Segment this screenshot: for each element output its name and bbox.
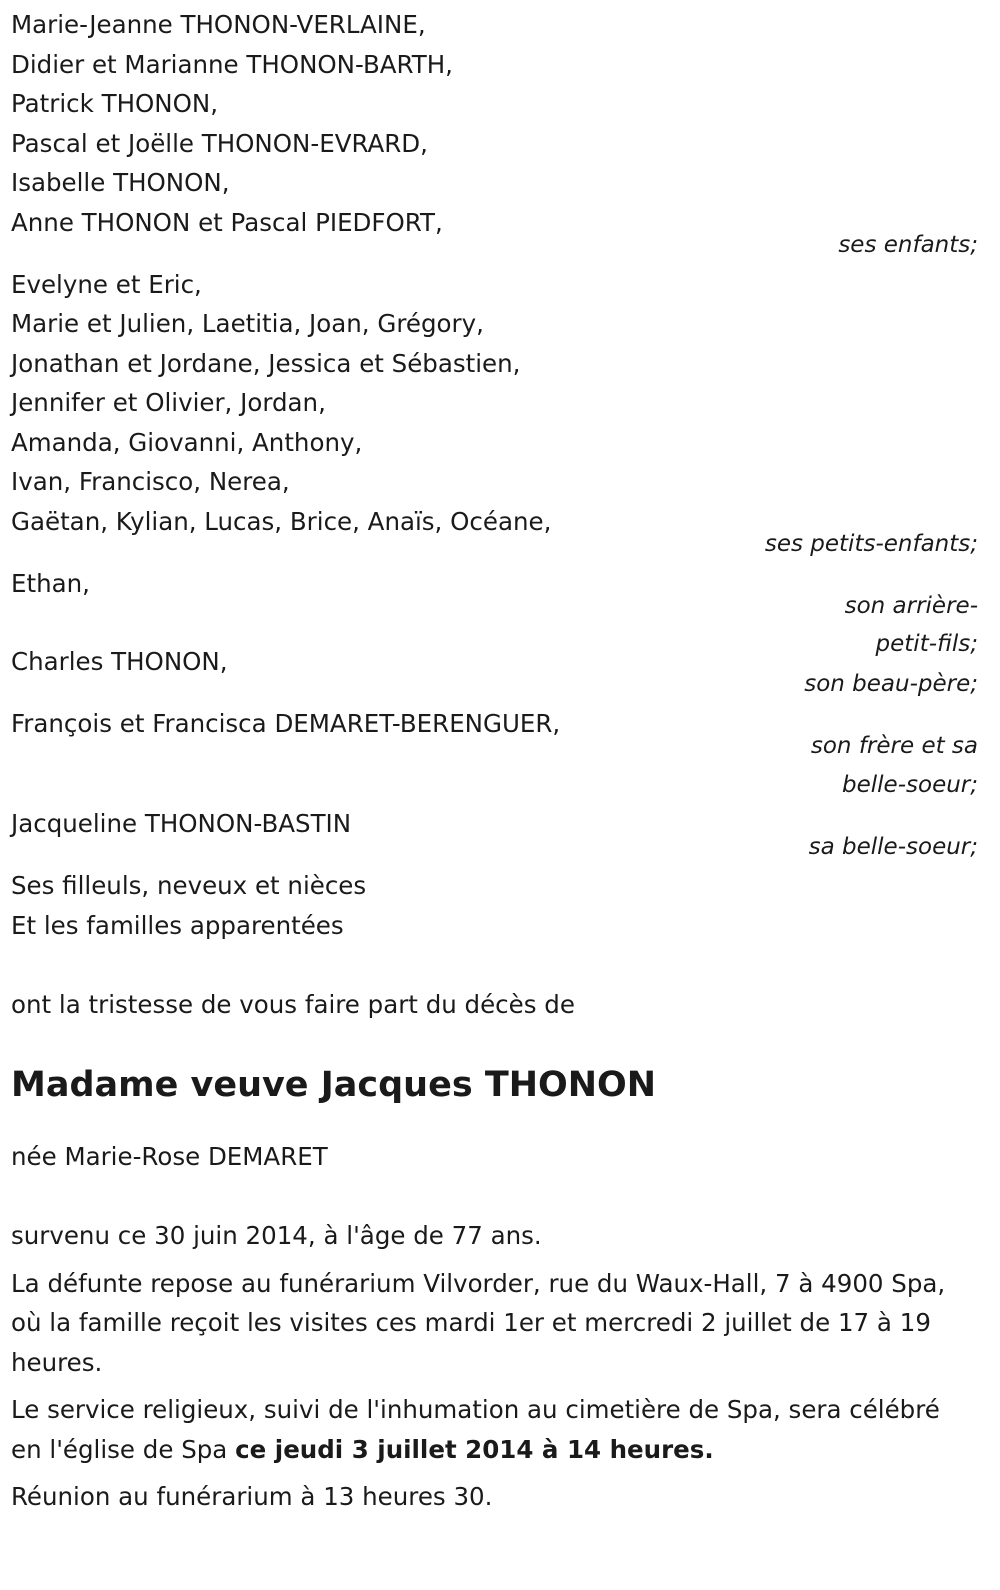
grandchild-line: Gaëtan, Kylian, Lucas, Brice, Anaïs, Océane,	[11, 506, 552, 536]
service-date: ce jeudi 3 juillet 2014 à 14 heures.	[235, 1434, 714, 1464]
grandchild-line: Marie et Julien, Laetitia, Joan, Grégory,	[11, 309, 484, 338]
brother-group	[11, 704, 978, 805]
grandchild-line: Amanda, Giovanni, Anthony,	[11, 427, 363, 457]
brother-relation-line: belle-soeur;	[842, 771, 978, 798]
child-line: Anne THONON et Pascal PIEDFORT,	[11, 207, 443, 237]
deceased-name: Madame veuve Jacques THONON	[11, 1064, 657, 1105]
others-line: Et les familles apparentées	[11, 910, 344, 940]
great-grandchild-line: Ethan,	[11, 568, 90, 598]
birth-name: née Marie-Rose DEMARET	[11, 1141, 328, 1171]
great-grandchild-relation	[845, 587, 978, 664]
others-line: Ses filleuls, neveux et nièces	[11, 871, 367, 900]
child-line: Isabelle THONON,	[11, 168, 230, 197]
brother-line: François et Francisca DEMARET-BERENGUER,	[11, 708, 561, 738]
others-group	[11, 866, 978, 945]
great-grandchild-relation-line: son arrière-	[844, 592, 978, 619]
sister-in-law-line: Jacqueline THONON-BASTIN	[11, 809, 352, 838]
grandchild-line: Ivan, Francisco, Nerea,	[11, 467, 290, 496]
father-in-law-line: Charles THONON,	[11, 646, 228, 676]
announcement: ont la tristesse de vous faire part du décès de	[11, 990, 575, 1019]
child-line: Pascal et Joëlle THONON-EVRARD,	[11, 128, 428, 158]
brother-relation-line: son frère et sa	[810, 733, 978, 759]
grandchild-line: Jennifer et Olivier, Jordan,	[11, 388, 326, 417]
visitation-paragraph: La défunte repose au funérarium Vilvorder, rue du Waux-Hall, 7 à 4900 Spa, où la famille reçoit les visites ces mardi 1er et mercredi 2 juillet de 17 à 19 heures.	[11, 1268, 946, 1377]
father-in-law-relation: son beau-père;	[804, 671, 978, 697]
children-group	[11, 0, 978, 265]
service-intro: Le service religieux, suivi de l'inhumation au cimetière de Spa, sera célébré en l'église de Spa	[11, 1395, 940, 1464]
death-line: survenu ce 30 juin 2014, à l'âge de 77 ans.	[11, 1221, 542, 1250]
children-relation: ses enfants;	[838, 232, 978, 258]
child-line: Patrick THONON,	[11, 89, 219, 118]
child-line: Didier et Marianne THONON-BARTH,	[11, 49, 453, 79]
father-in-law-group	[11, 642, 978, 704]
grandchildren-group	[11, 265, 978, 564]
great-grandchild-relation-line: petit-fils;	[875, 631, 978, 657]
reunion-line: Réunion au funérarium à 13 heures 30.	[11, 1482, 493, 1511]
grandchild-line: Evelyne et Eric,	[11, 269, 202, 299]
grandchild-line: Jonathan et Jordane, Jessica et Sébastien,	[11, 348, 521, 378]
child-line: Marie-Jeanne THONON-VERLAINE,	[11, 10, 426, 39]
sister-in-law-relation: sa belle-soeur;	[808, 833, 978, 860]
sister-in-law-group	[11, 804, 978, 866]
service-paragraph	[11, 1390, 961, 1469]
grandchildren-relation: ses petits-enfants;	[764, 531, 978, 557]
